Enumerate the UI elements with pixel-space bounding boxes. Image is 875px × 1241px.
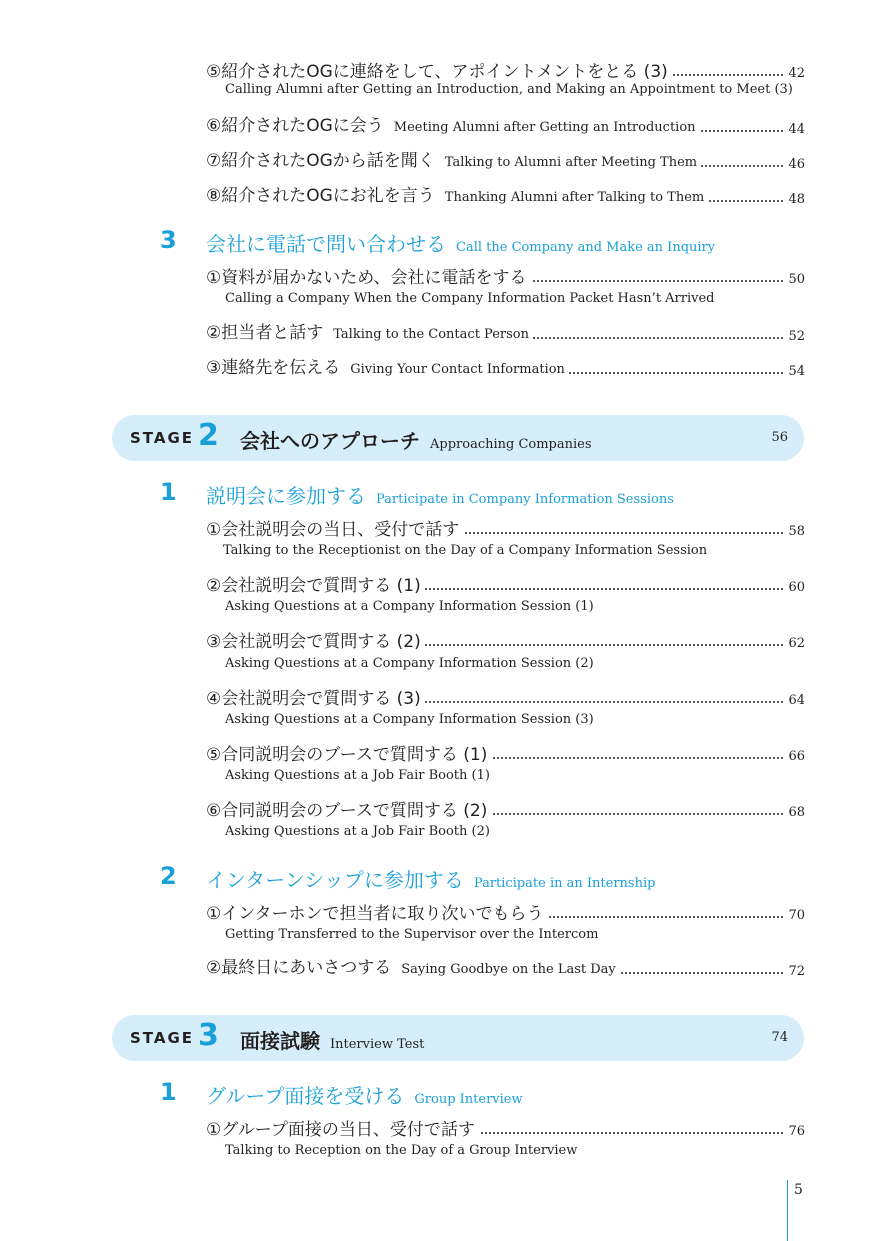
- entry-page: 64: [784, 693, 805, 708]
- section-title[interactable]: 説明会に参加する Participate in Company Information Sessions: [206, 484, 674, 508]
- entry-title-en: Asking Questions at a Company Information Session (3): [225, 712, 594, 727]
- entry-page: 54: [784, 364, 805, 379]
- stage-number: 2: [198, 418, 219, 453]
- entry-title-jp: ③連絡先を伝える Giving Your Contact Information: [206, 358, 569, 380]
- entry-title-jp: ①グループ面接の当日、受付で話す: [206, 1120, 479, 1140]
- entry-title-jp: ④会社説明会で質問する (3): [206, 689, 425, 709]
- stage-title-en: Approaching Companies: [430, 437, 592, 452]
- section-number: 2: [160, 862, 177, 890]
- entry-page: 42: [784, 66, 805, 81]
- toc-entry[interactable]: [206, 956, 805, 980]
- entry-title-en: Talking to the Contact Person: [333, 327, 529, 342]
- toc-entry[interactable]: [206, 741, 805, 765]
- stage-title-en: Interview Test: [330, 1037, 425, 1052]
- entry-page: 50: [784, 272, 805, 287]
- toc-entry[interactable]: [206, 264, 805, 288]
- entry-title-en: Saying Goodbye on the Last Day: [401, 962, 616, 977]
- entry-title-en: Talking to Reception on the Day of a Group Interview: [225, 1143, 578, 1158]
- page-number-rule: [787, 1180, 788, 1241]
- entry-page: 72: [784, 964, 805, 979]
- section-number: 1: [160, 478, 177, 506]
- stage-title: 会社へのアプローチ Approaching Companies: [240, 429, 592, 453]
- section-title-en: Call the Company and Make an Inquiry: [456, 240, 716, 255]
- toc-entry[interactable]: [206, 628, 805, 652]
- toc-entry[interactable]: [206, 685, 805, 709]
- entry-title-jp: ②会社説明会で質問する (1): [206, 576, 425, 596]
- section-title[interactable]: 会社に電話で問い合わせる Call the Company and Make an Inquiry: [206, 232, 716, 256]
- entry-title-en: Calling a Company When the Company Information Packet Hasn’t Arrived: [225, 291, 715, 306]
- entry-page: 44: [784, 122, 805, 137]
- entry-title-jp: ⑥合同説明会のブースで質問する (2): [206, 801, 491, 821]
- section-number: 3: [160, 226, 177, 254]
- entry-title-jp: ①インターホンで担当者に取り次いでもらう: [206, 904, 548, 924]
- toc-entry[interactable]: [206, 184, 805, 208]
- section-title[interactable]: インターンシップに参加する Participate in an Internship: [206, 868, 656, 892]
- toc-entry[interactable]: [206, 1116, 805, 1140]
- toc-entry[interactable]: [206, 114, 805, 138]
- entry-title-en: Meeting Alumni after Getting an Introduction: [393, 120, 696, 135]
- entry-page: 58: [784, 524, 805, 539]
- entry-title-jp: ⑧紹介されたOGにお礼を言う Thanking Alumni after Talking to Them: [206, 186, 708, 208]
- stage-banner[interactable]: [112, 1015, 804, 1061]
- entry-title-en: Giving Your Contact Information: [350, 362, 565, 377]
- toc-entry[interactable]: [206, 356, 805, 380]
- toc-entry[interactable]: [206, 149, 805, 173]
- entry-title-en: Getting Transferred to the Supervisor over the Intercom: [225, 927, 599, 942]
- entry-title-jp: ①資料が届かないため、会社に電話をする: [206, 268, 531, 288]
- entry-title-jp: ②最終日にあいさつする Saying Goodbye on the Last Day: [206, 958, 620, 980]
- entry-title-jp: ①会社説明会の当日、受付で話す: [206, 520, 463, 540]
- entry-title-jp: ⑦紹介されたOGから話を聞く Talking to Alumni after Meeting Them: [206, 151, 701, 173]
- entry-title-en: Calling Alumni after Getting an Introduction, and Making an Appointment to Meet (3): [225, 82, 793, 97]
- entry-page: 48: [784, 192, 805, 207]
- entry-title-jp: ②担当者と話す Talking to the Contact Person: [206, 323, 533, 345]
- entry-page: 62: [784, 636, 805, 651]
- entry-page: 76: [784, 1124, 805, 1139]
- stage-page: 74: [771, 1030, 788, 1045]
- entry-title-jp: ⑤紹介されたOGに連絡をして、アポイントメントをとる (3): [206, 62, 672, 82]
- stage-label: STAGE: [130, 1029, 195, 1047]
- entry-title-jp: ⑥紹介されたOGに会う Meeting Alumni after Getting an Introduction: [206, 116, 700, 138]
- section-number: 1: [160, 1078, 177, 1106]
- entry-title-en: Thanking Alumni after Talking to Them: [444, 190, 705, 205]
- entry-title-en: Asking Questions at a Job Fair Booth (2): [225, 824, 490, 839]
- toc-entry[interactable]: [206, 321, 805, 345]
- toc-entry[interactable]: [206, 516, 805, 540]
- entry-page: 66: [784, 749, 805, 764]
- entry-page: 52: [784, 329, 805, 344]
- entry-page: 70: [784, 908, 805, 923]
- stage-page: 56: [771, 430, 788, 445]
- entry-page: 60: [784, 580, 805, 595]
- stage-label: STAGE: [130, 429, 195, 447]
- entry-title-en: Talking to Alumni after Meeting Them: [444, 155, 698, 170]
- entry-page: 46: [784, 157, 805, 172]
- entry-title-en: Talking to the Receptionist on the Day of a Company Information Session: [223, 543, 708, 558]
- entry-title-en: Asking Questions at a Job Fair Booth (1): [225, 768, 490, 783]
- page-number: 5: [794, 1182, 803, 1198]
- section-title-en: Participate in an Internship: [473, 876, 656, 891]
- toc-entry[interactable]: [206, 58, 805, 82]
- stage-number: 3: [198, 1018, 219, 1053]
- section-title-en: Group Interview: [414, 1092, 523, 1107]
- stage-banner[interactable]: [112, 415, 804, 461]
- section-title[interactable]: グループ面接を受ける Group Interview: [206, 1084, 523, 1108]
- entry-title-en: Asking Questions at a Company Information Session (1): [225, 599, 594, 614]
- entry-title-jp: ⑤合同説明会のブースで質問する (1): [206, 745, 491, 765]
- toc-entry[interactable]: [206, 572, 805, 596]
- entry-page: 68: [784, 805, 805, 820]
- toc-entry[interactable]: [206, 900, 805, 924]
- section-title-en: Participate in Company Information Sessions: [376, 492, 674, 507]
- toc-entry[interactable]: [206, 797, 805, 821]
- entry-title-jp: ③会社説明会で質問する (2): [206, 632, 425, 652]
- stage-title: 面接試験 Interview Test: [240, 1029, 425, 1053]
- entry-title-en: Asking Questions at a Company Information Session (2): [225, 656, 594, 671]
